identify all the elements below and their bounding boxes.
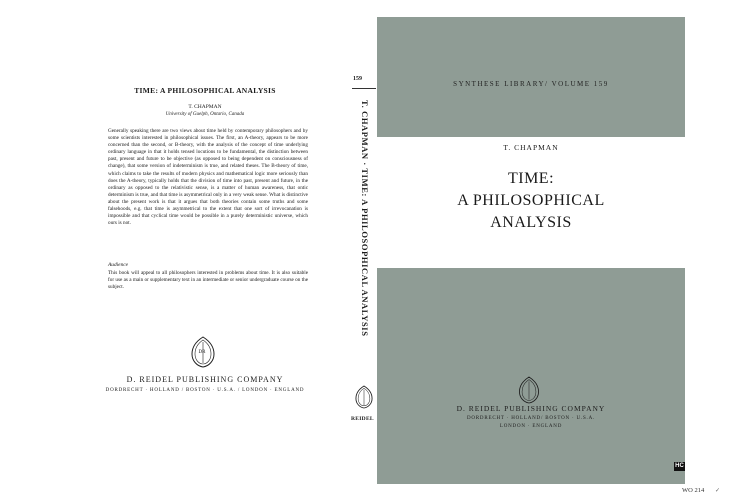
front-cover-cities-line-1: DORDRECHT · HOLLAND/ BOSTON · U.S.A.	[466, 416, 596, 421]
publisher-logo-icon	[188, 336, 218, 373]
front-cover-title-line-3: ANALYSIS	[490, 214, 572, 231]
catalog-code: WO 214	[682, 487, 705, 494]
back-cover-publisher: D. REIDEL PUBLISHING COMPANY	[126, 375, 284, 384]
back-cover-title: TIME: A PHILOSOPHICAL ANALYSIS	[134, 86, 276, 95]
audience-text: This book will appeal to all philosophers interested in problems about time. It is also suitable for use as a main or supplementary text in an intermediate or senior undergraduate course on the subject.	[108, 270, 308, 291]
spine-logo-icon	[353, 382, 375, 417]
spine-title: T. CHAPMAN · TIME: A PHILOSOPHICAL ANALYSIS	[360, 100, 370, 337]
front-cover-title-line-1: TIME:	[507, 170, 555, 187]
hardcover-badge: HC	[675, 463, 684, 469]
front-cover-publisher: D. REIDEL PUBLISHING COMPANY	[456, 404, 606, 413]
audience-heading: Audience	[108, 262, 129, 268]
check-mark-icon: ✓	[715, 488, 721, 494]
front-cover-cities-line-2: LONDON · ENGLAND	[499, 424, 563, 429]
front-cover-title-line-2: A PHILOSOPHICAL	[457, 192, 605, 209]
author-affiliation: University of Guelph, Ontario, Canada	[165, 112, 245, 117]
front-cover-author: T. CHAPMAN	[503, 143, 559, 152]
book-abstract: Generally speaking there are two views about time held by contemporary philosophers and by some scientists interested in philosophical issues. The first, an A-theory, appears to be more concerned than the second, or B-theory, with the analysis of the concept of time underlying ordinary language in that it holds tensed locutions to be fundamental, the distinction between past, present and future to be objective (as opposed to being dependent on consciousness of change), that some version of indeterminism is true, and related theses. The B-theory of time, which claims to take the results of modern physics and mathematical logic more seriously than does the A-theory, typically holds that the division of time into past, present and future, in the ordinary as opposed to the relativistic sense, is a matter of human awareness, that ontic determinism is true, and that time is asymmetrical only in a very weak sense. What is distinctive about the present work is that it argues that both theories contain some truths and some falsehoods, e.g. that time is asymmetrical to the extent that one sort of irrevocanation is impossible and that cyclical time would be possible in a purely deterministic universe, which ours is not.	[108, 128, 308, 227]
back-cover-author: T. CHAPMAN	[188, 104, 222, 110]
back-cover-cities: DORDRECHT · HOLLAND / BOSTON · U.S.A. / LONDON · ENGLAND	[105, 388, 305, 393]
front-cover-top-panel	[377, 17, 685, 137]
series-label: SYNTHESE LIBRARY/ VOLUME 159	[453, 80, 609, 88]
svg-text:DR: DR	[198, 350, 206, 355]
spine-divider	[352, 88, 376, 89]
spine-volume-number: 159	[353, 76, 362, 82]
spine-publisher: REIDEL	[351, 416, 374, 422]
